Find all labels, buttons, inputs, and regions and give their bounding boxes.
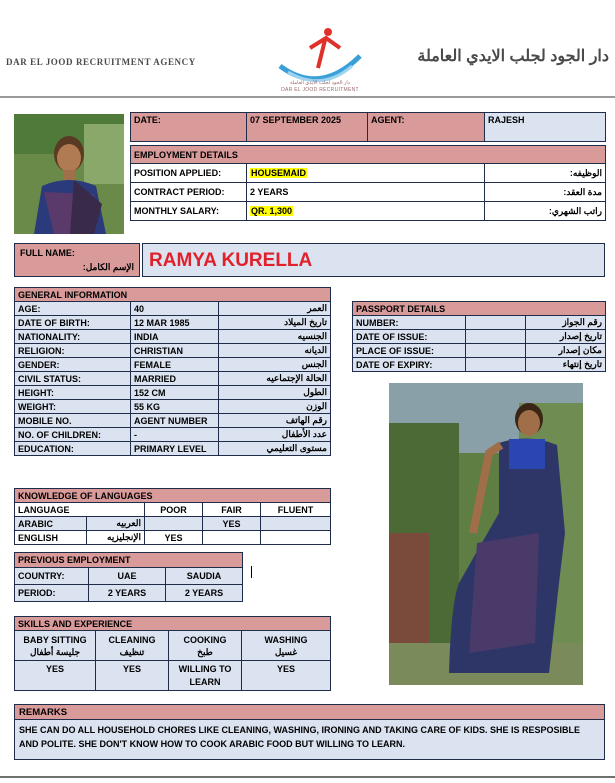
skill-baby-sitting-label: BABY SITTING bbox=[23, 634, 87, 645]
english-language-label: ENGLISH bbox=[15, 531, 87, 545]
skill-cleaning-value-cell bbox=[96, 661, 169, 691]
full-name-label: FULL NAME: bbox=[20, 248, 75, 258]
skill-cleaning-value: YES bbox=[122, 664, 141, 674]
header-divider bbox=[0, 96, 615, 98]
expiry-date-label: DATE OF EXPIRY: bbox=[353, 358, 466, 372]
education-value: PRIMARY LEVEL bbox=[131, 442, 219, 456]
skill-cooking-label: COOKING bbox=[183, 634, 227, 645]
issue-date-label: DATE OF ISSUE: bbox=[353, 330, 466, 344]
height-label: HEIGHT: bbox=[15, 386, 131, 400]
mobile-label-ar: رقم الهاتف bbox=[219, 414, 331, 428]
children-label: NO. OF CHILDREN: bbox=[15, 428, 131, 442]
passport-number-value bbox=[466, 316, 526, 330]
expiry-date-label-ar: تاريخ إنتهاء bbox=[526, 358, 606, 372]
contract-period-label-ar: مدة العقد: bbox=[485, 183, 606, 202]
education-label: EDUCATION: bbox=[15, 442, 131, 456]
skill-washing-label-ar: غسيل bbox=[274, 646, 298, 657]
languages-table bbox=[14, 488, 331, 545]
period-label: PERIOD: bbox=[15, 585, 89, 602]
remarks-heading: REMARKS bbox=[14, 704, 605, 720]
employment-details-table bbox=[130, 112, 606, 221]
employment-details-heading: EMPLOYMENT DETAILS bbox=[131, 146, 606, 164]
nationality-label: NATIONALITY: bbox=[15, 330, 131, 344]
skill-washing-value: YES bbox=[276, 664, 295, 674]
arabic-fair-value: YES bbox=[203, 517, 261, 531]
mobile-label: MOBILE NO. bbox=[15, 414, 131, 428]
weight-label-ar: الوزن bbox=[219, 400, 331, 414]
arabic-fluent-value bbox=[261, 517, 331, 531]
agent-value: RAJESH bbox=[485, 113, 606, 142]
date-value: 07 SEPTEMBER 2025 bbox=[247, 113, 368, 142]
weight-value: 55 KG bbox=[131, 400, 219, 414]
mobile-value: AGENT NUMBER bbox=[131, 414, 219, 428]
nationality-value: INDIA bbox=[131, 330, 219, 344]
nationality-label-ar: الجنسيه bbox=[219, 330, 331, 344]
remarks-text: SHE CAN DO ALL HOUSEHOLD CHORES LIKE CLEANING, WASHING, IRONING AND TAKING CARE OF KIDS. SHE IS RESPOSIBLE AND POLITE. SHE DON'T KNOW HOW TO COOK ARABIC FOOD BUT WILLING TO LEARN. bbox=[14, 720, 605, 760]
passport-number-label-ar: رقم الجواز bbox=[526, 316, 606, 330]
monthly-salary-value: QR. 1,300 bbox=[251, 206, 293, 216]
fluent-col-header: FLUENT bbox=[261, 503, 331, 517]
languages-heading: KNOWLEDGE OF LANGUAGES bbox=[15, 489, 331, 503]
gender-label: GENDER: bbox=[15, 358, 131, 372]
skill-cooking-value-2: LEARN bbox=[189, 677, 221, 687]
position-label-ar: الوظيفه: bbox=[485, 164, 606, 183]
general-information-heading: GENERAL INFORMATION bbox=[15, 288, 331, 302]
english-language-label-ar: الإنجليزيه bbox=[87, 531, 145, 545]
full-name-value: RAMYA KURELLA bbox=[149, 250, 313, 271]
contract-period-value: 2 YEARS bbox=[247, 183, 485, 202]
skill-cleaning-label-ar: تنظيف bbox=[119, 646, 145, 657]
logo-caption-arabic: دار الجود لجلب الأيدي العاملة bbox=[290, 80, 350, 86]
civil-status-label-ar: الحالة الإجتماعيه bbox=[219, 372, 331, 386]
contract-period-label: CONTRACT PERIOD: bbox=[131, 183, 247, 202]
date-label: DATE: bbox=[131, 113, 247, 142]
full-name-section bbox=[14, 243, 605, 277]
footer-divider bbox=[0, 776, 615, 778]
religion-value: CHRISTIAN bbox=[131, 344, 219, 358]
arabic-poor-value bbox=[145, 517, 203, 531]
skill-cooking-label-ar: طبخ bbox=[197, 646, 213, 657]
skill-washing bbox=[242, 631, 331, 661]
issue-place-label: PLACE OF ISSUE: bbox=[353, 344, 466, 358]
age-label: AGE: bbox=[15, 302, 131, 316]
skill-baby-sitting-value-cell bbox=[15, 661, 96, 691]
poor-col-header: POOR bbox=[145, 503, 203, 517]
remarks-section bbox=[14, 704, 605, 760]
skill-baby-sitting-value: YES bbox=[45, 664, 64, 674]
dob-label-ar: تاريخ الميلاد bbox=[219, 316, 331, 330]
agency-name-arabic: دار الجود لجلب الايدي العاملة bbox=[417, 48, 609, 65]
issue-place-value bbox=[466, 344, 526, 358]
skill-cooking-value-cell bbox=[169, 661, 242, 691]
agent-label: AGENT: bbox=[368, 113, 485, 142]
text-cursor bbox=[251, 566, 252, 578]
arabic-language-label-ar: العربيه bbox=[87, 517, 145, 531]
full-name-value-cell bbox=[142, 243, 605, 277]
skill-baby-sitting-label-ar: جليسة أطفال bbox=[29, 646, 81, 657]
english-fair-value bbox=[203, 531, 261, 545]
weight-label: WEIGHT: bbox=[15, 400, 131, 414]
issue-place-label-ar: مكان إصدار bbox=[526, 344, 606, 358]
logo-caption-english: DAR EL JOOD RECRUITMENT bbox=[281, 87, 359, 93]
children-value: - bbox=[131, 428, 219, 442]
height-value: 152 CM bbox=[131, 386, 219, 400]
children-label-ar: عدد الأطفال bbox=[219, 428, 331, 442]
country-value-2: SAUDIA bbox=[166, 568, 243, 585]
fair-col-header: FAIR bbox=[203, 503, 261, 517]
general-information-table bbox=[14, 287, 331, 456]
age-value: 40 bbox=[131, 302, 219, 316]
previous-employment-heading: PREVIOUS EMPLOYMENT bbox=[15, 553, 243, 568]
skill-cleaning-label: CLEANING bbox=[108, 634, 156, 645]
skills-table bbox=[14, 616, 331, 691]
agency-name-english: DAR EL JOOD RECRUITMENT AGENCY bbox=[6, 57, 196, 67]
language-col-header: LANGUAGE bbox=[15, 503, 145, 517]
expiry-date-value bbox=[466, 358, 526, 372]
skill-cooking bbox=[169, 631, 242, 661]
period-value-1: 2 YEARS bbox=[89, 585, 166, 602]
skill-cooking-value: WILLING TO bbox=[178, 664, 232, 674]
skills-heading: SKILLS AND EXPERIENCE bbox=[15, 617, 331, 631]
candidate-full-body-photo bbox=[389, 383, 583, 685]
skill-washing-label: WASHING bbox=[264, 634, 308, 645]
gender-value: FEMALE bbox=[131, 358, 219, 372]
dob-value: 12 MAR 1985 bbox=[131, 316, 219, 330]
gender-label-ar: الجنس bbox=[219, 358, 331, 372]
candidate-portrait-photo bbox=[14, 114, 124, 234]
full-name-label-cell bbox=[14, 243, 140, 277]
previous-employment-table bbox=[14, 552, 243, 602]
english-fluent-value bbox=[261, 531, 331, 545]
age-label-ar: العمر bbox=[219, 302, 331, 316]
passport-details-table bbox=[352, 301, 606, 372]
issue-date-label-ar: تاريخ إصدار bbox=[526, 330, 606, 344]
country-label: COUNTRY: bbox=[15, 568, 89, 585]
arabic-language-label: ARABIC bbox=[15, 517, 87, 531]
position-label: POSITION APPLIED: bbox=[131, 164, 247, 183]
civil-status-label: CIVIL STATUS: bbox=[15, 372, 131, 386]
religion-label-ar: الديانه bbox=[219, 344, 331, 358]
civil-status-value: MARRIED bbox=[131, 372, 219, 386]
skill-cleaning bbox=[96, 631, 169, 661]
dob-label: DATE OF BIRTH: bbox=[15, 316, 131, 330]
english-poor-value: YES bbox=[145, 531, 203, 545]
issue-date-value bbox=[466, 330, 526, 344]
full-name-label-ar: الإسم الكامل: bbox=[82, 262, 134, 272]
country-value-1: UAE bbox=[89, 568, 166, 585]
height-label-ar: الطول bbox=[219, 386, 331, 400]
passport-number-label: NUMBER: bbox=[353, 316, 466, 330]
monthly-salary-label: MONTHLY SALARY: bbox=[131, 202, 247, 221]
passport-details-heading: PASSPORT DETAILS bbox=[353, 302, 606, 316]
skill-washing-value-cell bbox=[242, 661, 331, 691]
education-label-ar: مستوى التعليمي bbox=[219, 442, 331, 456]
monthly-salary-label-ar: راتب الشهري: bbox=[485, 202, 606, 221]
skill-baby-sitting bbox=[15, 631, 96, 661]
religion-label: RELIGION: bbox=[15, 344, 131, 358]
position-value: HOUSEMAID bbox=[251, 168, 307, 178]
period-value-2: 2 YEARS bbox=[166, 585, 243, 602]
